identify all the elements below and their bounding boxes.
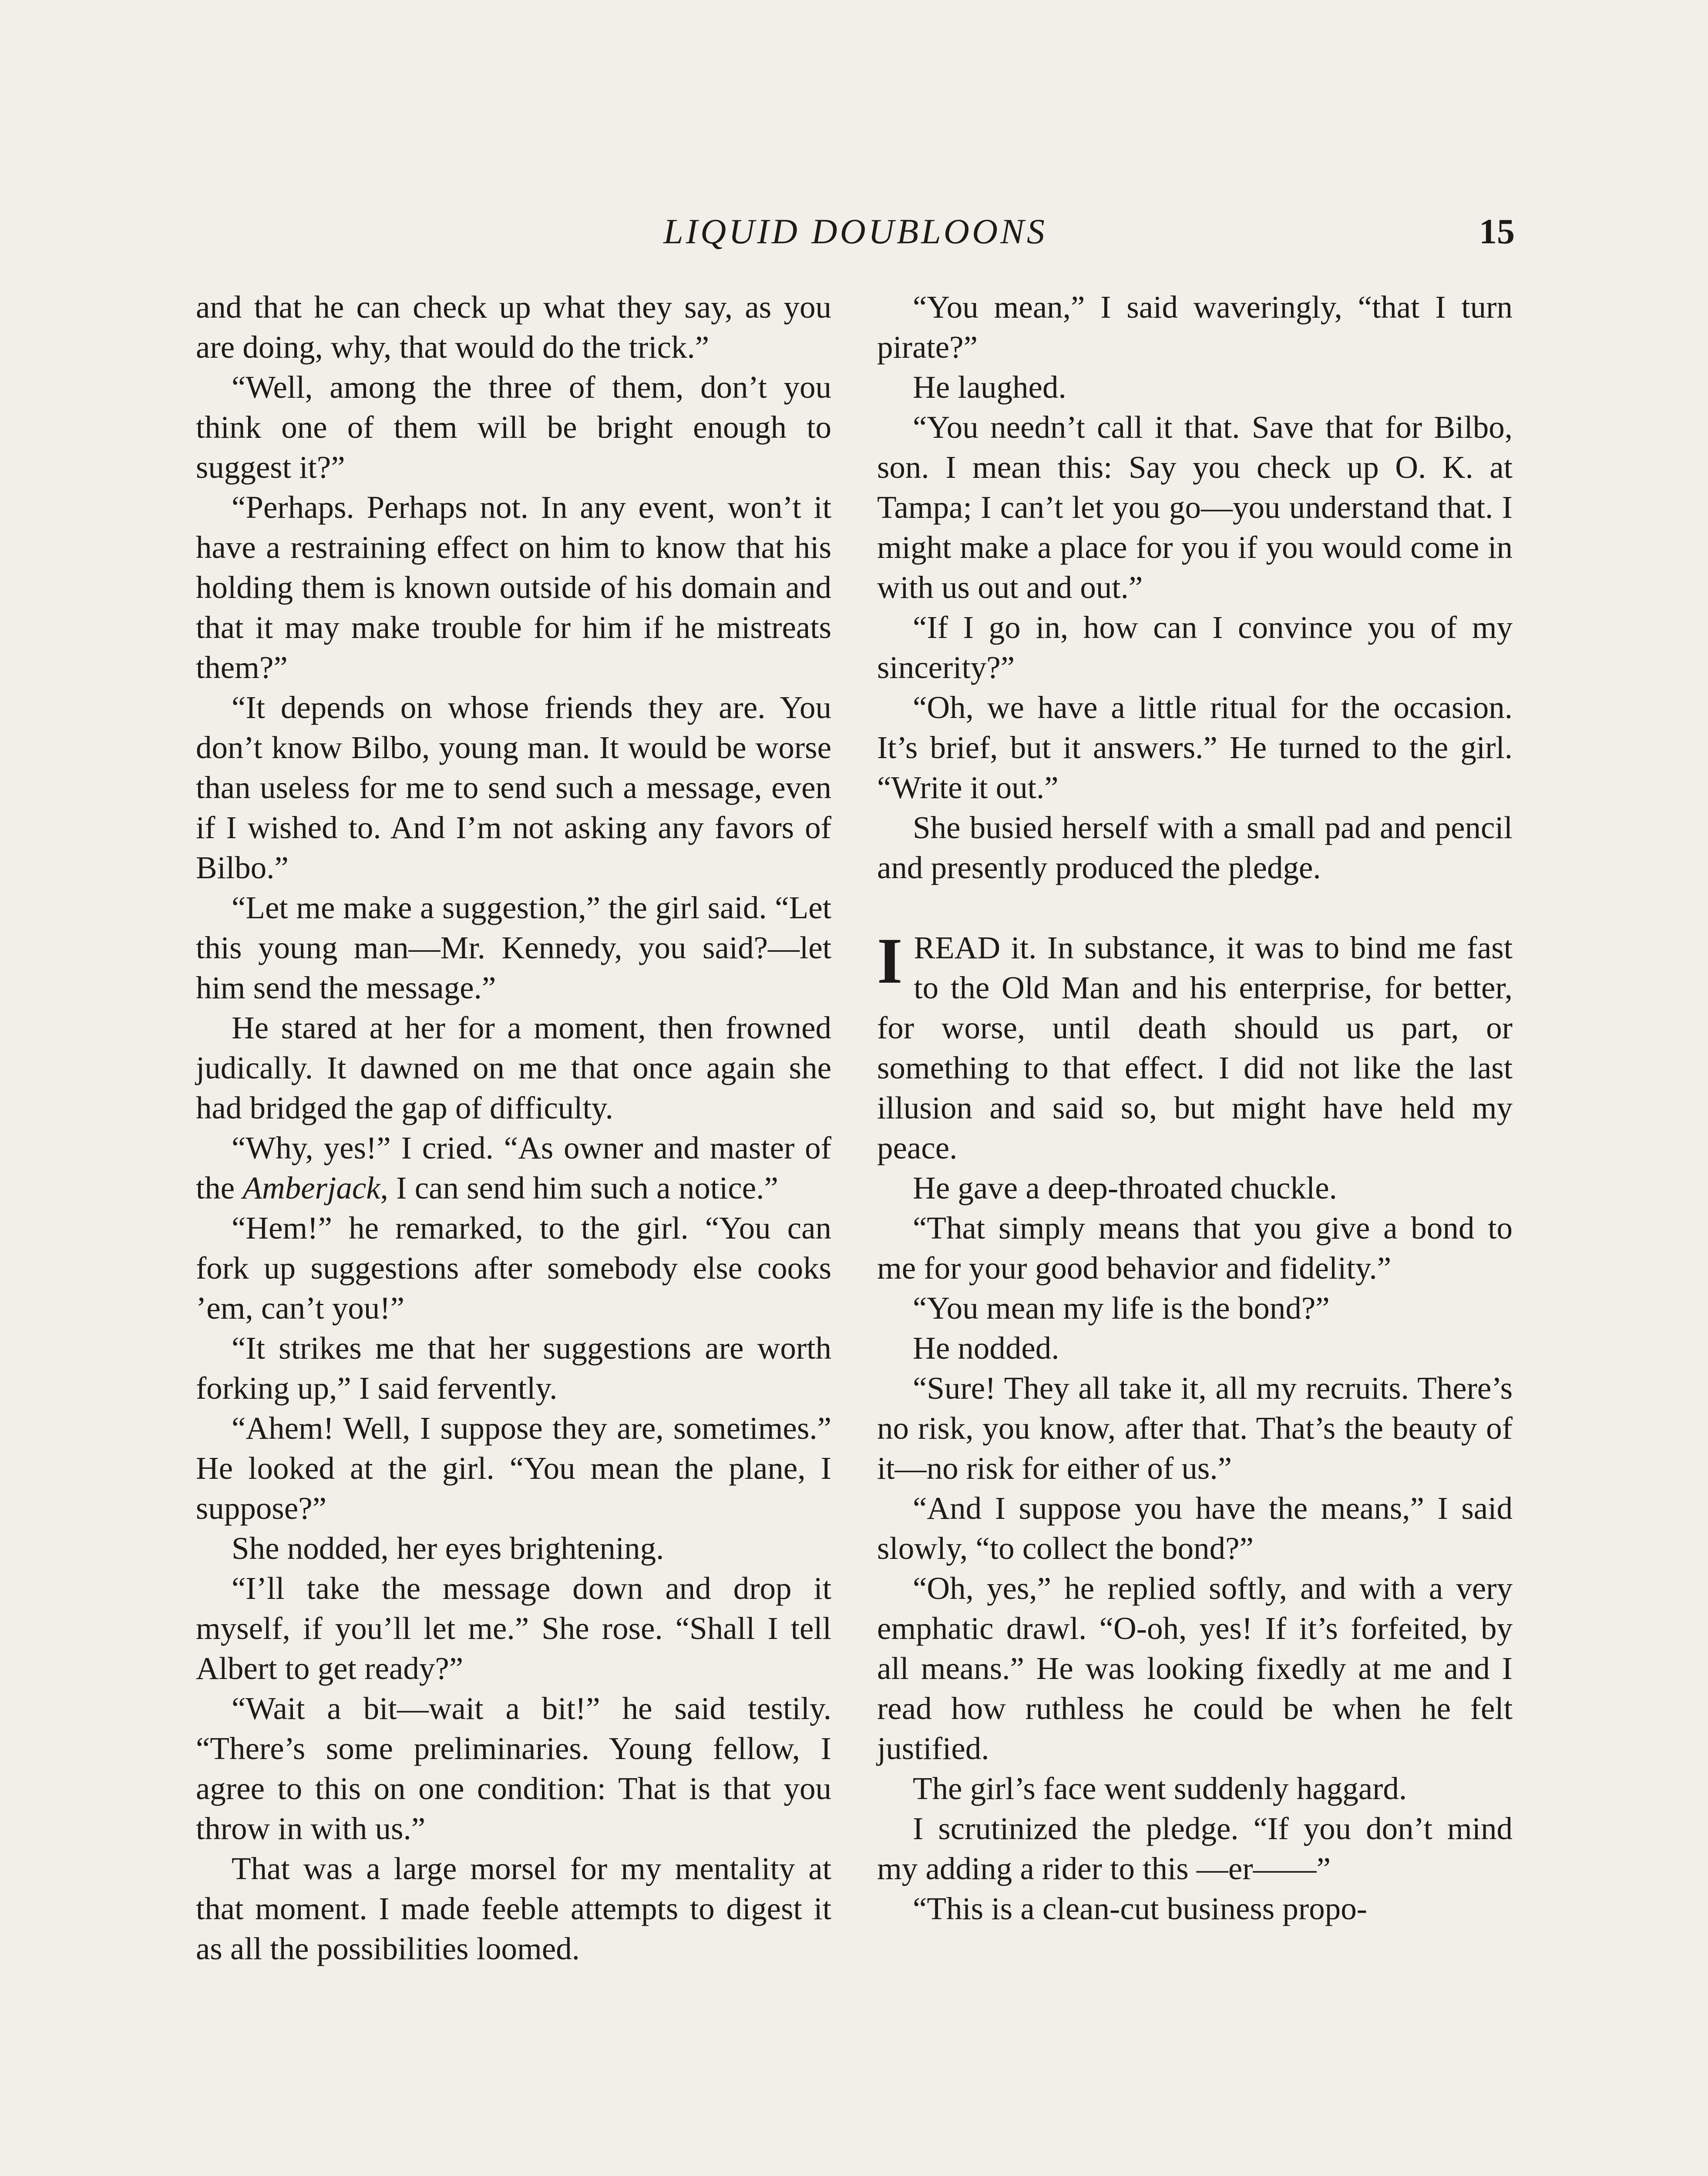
paragraph: “And I suppose you have the means,” I said slowly, “to collect the bond?” <box>877 1491 1513 1566</box>
ship-name: Amberjack <box>242 1170 380 1206</box>
paragraph: and that he can check up what they say, as you are doing, why, that would do the trick.” <box>196 289 831 365</box>
paragraph: “Oh, we have a little ritual for the occasion. It’s brief, but it answers.” He turned to the girl. “Write it out.” <box>877 690 1513 805</box>
paragraph: “Let me make a suggestion,” the girl said. “Let this young man—Mr. Kennedy, you said?—let him send the message.” <box>196 890 831 1005</box>
section-start-paragraph <box>877 925 1513 1168</box>
paragraph: That was a large morsel for my mentality at that moment. I made feeble attempts to digest it as all the possibilities loomed. <box>196 1851 831 1966</box>
paragraph: “You needn’t call it that. Save that for Bilbo, son. I mean this: Say you check up O. K. at Tampa; I can’t let you go—you understand that. I might make a place for you if you would come in with us out and out.” <box>877 410 1513 605</box>
paragraph: “Sure! They all take it, all my recruits. There’s no risk, you know, after that. That’s the beauty of it—no risk for either of us.” <box>877 1370 1513 1486</box>
paragraph: “Why, yes!” I cried. “As owner and master of the Amberjack, I can send him such a notice.” <box>196 1130 831 1206</box>
paragraph: “You mean my life is the bond?” <box>913 1290 1330 1326</box>
paragraph: “Ahem! Well, I suppose they are, sometimes.” He looked at the girl. “You mean the plane, I suppose?” <box>196 1410 831 1526</box>
paragraph: “Hem!” he remarked, to the girl. “You can fork up suggestions after somebody else cooks ’em, can’t you!” <box>196 1210 831 1326</box>
running-title: LIQUID DOUBLOONS <box>663 212 1047 251</box>
paragraph: He stared at her for a moment, then frowned judically. It dawned on me that once again she had bridged the gap of difficulty. <box>196 1010 831 1125</box>
paragraph: “Perhaps. Perhaps not. In any event, won’t it have a restraining effect on him to know that his holding them is known outside of his domain and that it may make trouble for him if he mistreats them?” <box>196 490 831 685</box>
paragraph: He laughed. <box>913 369 1066 405</box>
paragraph: She busied herself with a small pad and pencil and presently produced the pledge. <box>877 810 1513 885</box>
paragraph: The girl’s face went suddenly haggard. <box>913 1771 1407 1806</box>
paragraph: “It strikes me that her suggestions are worth forking up,” I said fervently. <box>196 1330 831 1406</box>
paragraph: He gave a deep-throated chuckle. <box>913 1170 1337 1206</box>
running-head <box>196 205 1515 258</box>
right-column <box>877 287 1513 1929</box>
drop-cap: I <box>877 925 903 997</box>
paragraph: “Oh, yes,” he replied softly, and with a very emphatic drawl. “O-oh, yes! If it’s forfeited, by all means.” He was looking fixedly at me and I read how ruthless he could be when he felt justified. <box>877 1571 1513 1766</box>
paragraph: I scrutinized the pledge. “If you don’t mind my adding a rider to this —er——” <box>877 1811 1513 1886</box>
paragraph: “I’ll take the message down and drop it myself, if you’ll let me.” She rose. “Shall I tell Albert to get ready?” <box>196 1571 831 1686</box>
paragraph: “If I go in, how can I convince you of my sincerity?” <box>877 610 1513 685</box>
paragraph: “It depends on whose friends they are. You don’t know Bilbo, young man. It would be worse than useless for me to send such a message, even if I wished to. And I’m not asking any favors of Bilbo.” <box>196 690 831 885</box>
paragraph: “This is a clean-cut business propo- <box>913 1891 1368 1926</box>
paragraph: “Wait a bit—wait a bit!” he said testily. “There’s some preliminaries. Young fellow, I agree to this on one condition: That is that you throw in with us.” <box>196 1691 831 1846</box>
paragraph: She nodded, her eyes brightening. <box>232 1531 664 1566</box>
page-number: 15 <box>1479 212 1515 251</box>
left-column <box>196 287 831 1969</box>
paragraph: “That simply means that you give a bond to me for your good behavior and fidelity.” <box>877 1210 1513 1286</box>
paragraph: “Well, among the three of them, don’t you think one of them will be bright enough to suggest it?” <box>196 369 831 485</box>
paragraph: “You mean,” I said waveringly, “that I turn pirate?” <box>877 289 1513 365</box>
section-start-text: READ it. In substance, it was to bind me fast to the Old Man and his enterprise, for better, for worse, until death should us part, or something to that effect. I did not like the last illusion and said so, but might have held my peace. <box>877 930 1513 1165</box>
paragraph: He nodded. <box>913 1330 1059 1366</box>
